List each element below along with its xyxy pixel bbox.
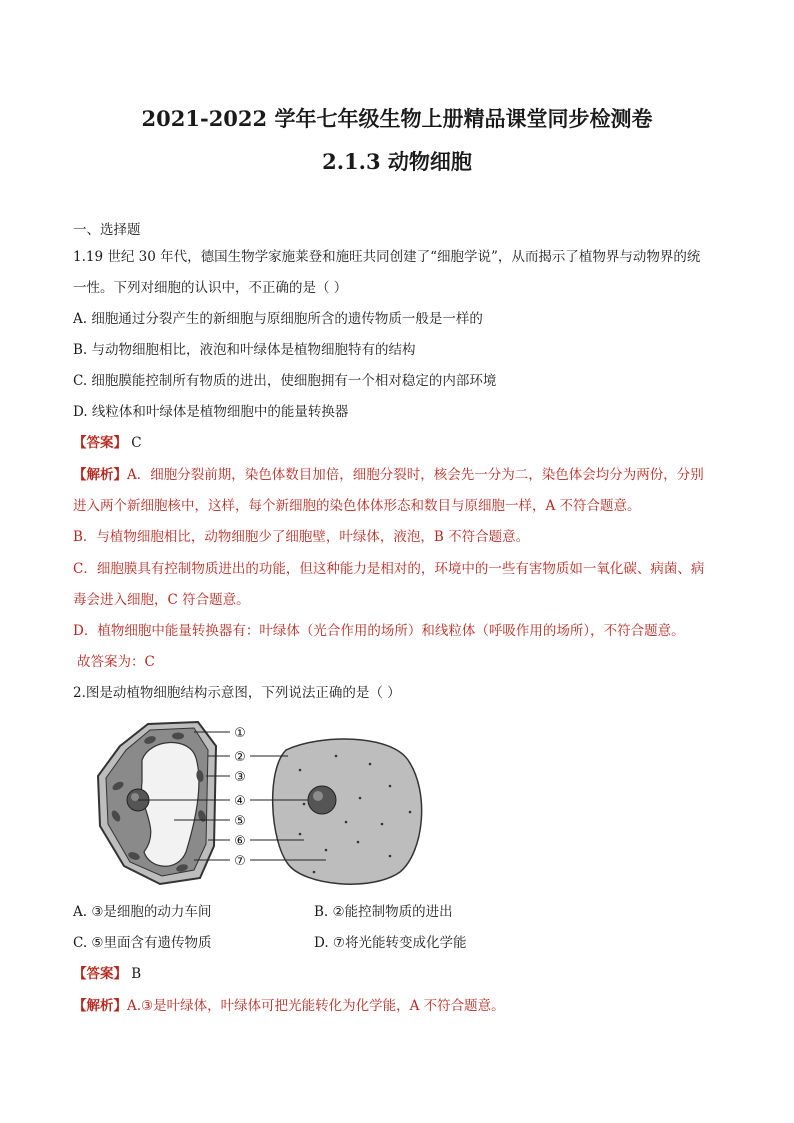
- q1-option-b: B. 与动物细胞相比，液泡和叶绿体是植物细胞特有的结构: [73, 342, 416, 358]
- q1-option-a: A. 细胞通过分裂产生的新细胞与原细胞所含的遗传物质一般是一样的: [73, 311, 483, 327]
- q1-analysis-line2: 进入两个新细胞核中，这样，每个新细胞的染色体体形态和数目与原细胞一样，A 不符合题意。: [73, 498, 641, 514]
- answer-label: 【答案】: [73, 435, 127, 451]
- answer-label: 【答案】: [73, 966, 127, 982]
- analysis-text: A.③是叶绿体，叶绿体可把光能转化为化学能，A 不符合题意。: [127, 998, 505, 1014]
- q1-analysis-line4: C．细胞膜具有控制物质进出的功能，但这种能力是相对的，环境中的一些有害物质如一氧化碳、病菌、病: [73, 561, 705, 577]
- animal-cell-shape: [273, 739, 422, 884]
- q2-stem: 2.图是动植物细胞结构示意图，下列说法正确的是（ ）: [73, 685, 401, 701]
- page-title: 2021-2022 学年七年级生物上册精品课堂同步检测卷: [141, 106, 653, 131]
- analysis-label: 【解析】: [73, 998, 127, 1014]
- q2-option-d: D. ⑦将光能转变成化学能: [314, 935, 467, 951]
- q2-option-b: B. ②能控制物质的进出: [314, 904, 453, 920]
- figure-label-7: ⑦: [234, 854, 246, 869]
- q2-option-c: C. ⑤里面含有遗传物质: [73, 935, 212, 951]
- q1-option-c: C. 细胞膜能控制所有物质的进出，使细胞拥有一个相对稳定的内部环境: [73, 373, 497, 389]
- page-subtitle: 2.1.3 动物细胞: [322, 149, 472, 174]
- q1-analysis-line1: [73, 466, 704, 484]
- q1-analysis-line6: D．植物细胞中能量转换器有：叶绿体（光合作用的场所）和线粒体（呼吸作用的场所），不符合题意。: [73, 623, 685, 639]
- figure-label-3: ③: [234, 770, 246, 785]
- q1-answer: [73, 434, 142, 452]
- answer-value: B: [127, 966, 142, 982]
- cell-diagram: [90, 716, 450, 888]
- q1-conclusion: 故答案为：C: [77, 654, 155, 670]
- q2-answer: [73, 965, 141, 983]
- analysis-label: 【解析】: [73, 467, 127, 483]
- figure-label-6: ⑥: [234, 834, 246, 849]
- q1-stem-line1: 1.19 世纪 30 年代，德国生物学家施莱登和施旺共同创建了“细胞学说”，从而揭示了植物界与动物界的统: [73, 249, 701, 265]
- figure-label-1: ①: [234, 726, 246, 741]
- figure-label-5: ⑤: [234, 814, 246, 829]
- animal-nucleus-shape: [308, 786, 336, 814]
- q2-option-a: A. ③是细胞的动力车间: [73, 904, 212, 920]
- q1-stem-line2: 一性。下列对细胞的认识中，不正确的是（ ）: [73, 280, 348, 296]
- figure-label-2: ②: [234, 750, 246, 765]
- chloroplast-shape: [172, 733, 184, 740]
- q2-analysis-line1: [73, 997, 505, 1015]
- answer-value: C: [127, 435, 142, 451]
- q1-analysis-line5: 毒会进入细胞，C 符合题意。: [73, 592, 250, 608]
- section-heading: 一、选择题: [73, 222, 141, 238]
- analysis-text: A．细胞分裂前期，染色体数目加倍，细胞分裂时，核会先一分为二，染色体会均分为两份，分别: [127, 467, 704, 483]
- q1-option-d: D. 线粒体和叶绿体是植物细胞中的能量转换器: [73, 404, 349, 420]
- figure-label-4: ④: [234, 794, 246, 809]
- q1-analysis-line3: B．与植物细胞相比，动物细胞少了细胞壁，叶绿体，液泡，B 不符合题意。: [73, 529, 530, 545]
